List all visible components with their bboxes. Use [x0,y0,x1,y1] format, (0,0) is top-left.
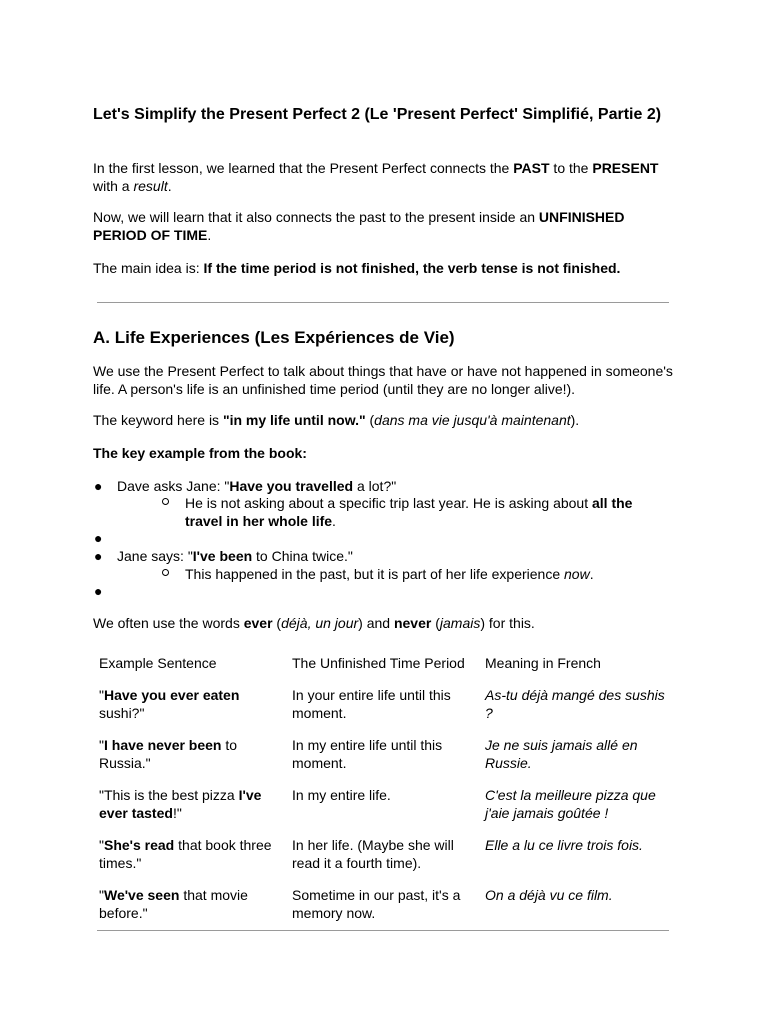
text-run: ) and [358,615,394,631]
section-paragraph-2 [93,411,673,429]
french-meaning-cell: As-tu déjà mangé des sushis ? [485,687,665,721]
list-item [94,547,657,565]
table-header-cell: Meaning in French [485,655,601,671]
example-sentence-cell [93,734,286,784]
section-paragraph-1: We use the Present Perfect to talk about things that have or have not happened in someone's life. A person's life is an unfinished time period (until they are no longer alive!). [93,363,673,397]
italic-run: result [133,178,168,194]
intro-paragraph-2 [93,208,673,244]
bullet-icon: ● [94,530,103,546]
bullet-icon: ● [94,478,103,494]
key-example-label: The key example from the book: [93,445,307,461]
bold-run: I've been [192,548,253,564]
table-row [93,784,671,834]
section-paragraph-3 [93,614,673,632]
text-run: . [207,227,212,243]
text-run: He is not asking about a specific trip last year. He is asking about [185,495,592,511]
table-row [93,884,671,934]
text-run: to China twice." [252,548,353,564]
table-header-cell: The Unfinished Time Period [292,655,465,671]
bold-run: Have you travelled [229,478,354,494]
text-run: Jane says: " [117,548,193,564]
bullet-icon: ● [94,583,103,599]
page-title: Let's Simplify the Present Perfect 2 (Le 'Present Perfect' Simplifié, Partie 2) [93,106,662,123]
text-run: " [99,687,104,703]
example-sentence-cell [93,684,286,734]
table-header-cell: Example Sentence [99,655,217,671]
example-sentence-cell [93,834,286,884]
bold-run: She's read [103,837,175,853]
bold-run: all the travel in her whole life [185,495,633,529]
text-run: ( [272,615,282,631]
bullet-icon: ● [94,548,103,564]
text-run: " [99,737,104,753]
intro-paragraph-1 [93,159,673,195]
text-run: . [167,178,172,194]
horizontal-divider [97,302,669,303]
italic-run: déjà, un jour [281,615,359,631]
text-run: Now, we will learn that it also connects the past to the present inside an [93,209,539,225]
text-run: that movie before." [99,887,248,921]
french-meaning-cell: Je ne suis jamais allé en Russie. [485,737,638,771]
text-run: ) for this. [480,615,535,631]
text-run: ( [431,615,440,631]
text-run: This happened in the past, but it is part of her life experience [185,566,565,582]
intro-paragraph-3 [93,259,673,277]
text-run: to the [549,160,593,176]
bold-run: UNFINISHED PERIOD OF TIME [93,209,625,243]
table-row [93,834,671,884]
bold-run: If the time period is not finished, the verb tense is not finished. [203,260,621,276]
french-meaning-cell: On a déjà vu ce film. [485,887,613,903]
table-row [93,684,671,734]
bold-run: I've ever tasted [99,787,262,821]
french-meaning-cell: Elle a lu ce livre trois fois. [485,837,643,853]
examples-table [93,646,671,934]
text-run: " [99,887,104,903]
text-run: . [589,566,594,582]
text-run: The main idea is: [93,260,204,276]
horizontal-divider [97,930,669,931]
bold-run: We've seen [103,887,180,903]
sub-list-item [185,565,665,583]
example-sentence-cell [93,784,286,834]
sub-list-item [185,494,665,530]
italic-run: now [564,566,590,582]
italic-run: jamais [439,615,481,631]
section-heading: A. Life Experiences (Les Expériences de Vie) [93,328,455,347]
hollow-bullet-icon [162,498,169,505]
text-run: sushi?" [99,705,145,721]
text-run: ( [365,412,375,428]
time-period-cell: In her life. (Maybe she will read it a fourth time). [292,837,454,871]
time-period-cell: Sometime in our past, it's a memory now. [292,887,461,921]
example-sentence-cell [93,884,286,934]
text-run: We often use the words [93,615,244,631]
text-run: In the first lesson, we learned that the Present Perfect connects the [93,160,514,176]
text-run: ). [570,412,580,428]
text-run: a lot?" [353,478,397,494]
bold-run: "in my life until now." [222,412,366,428]
text-run: !" [172,805,182,821]
table-header-row [93,646,671,684]
text-run: " [99,837,104,853]
text-run: . [332,513,336,529]
bold-run: I have never been [103,737,222,753]
text-run: with a [93,178,134,194]
text-run: to Russia." [99,737,238,771]
french-meaning-cell: C'est la meilleure pizza que j'aie jamais goûtée ! [485,787,656,821]
text-run: The keyword here is [93,412,223,428]
table-row [93,734,671,784]
time-period-cell: In my entire life. [292,787,391,803]
text-run: "This is the best pizza [99,787,239,803]
list-item [94,477,657,495]
hollow-bullet-icon [162,569,169,576]
text-run: that book three times." [99,837,272,871]
bold-run: PRESENT [592,160,659,176]
bold-run: PAST [513,160,550,176]
time-period-cell: In your entire life until this moment. [292,687,451,721]
bold-run: Have you ever eaten [103,687,240,703]
time-period-cell: In my entire life until this moment. [292,737,443,771]
italic-run: dans ma vie jusqu'à maintenant [374,412,571,428]
bold-run: ever [243,615,273,631]
text-run: Dave asks Jane: " [117,478,230,494]
bold-run: never [393,615,432,631]
